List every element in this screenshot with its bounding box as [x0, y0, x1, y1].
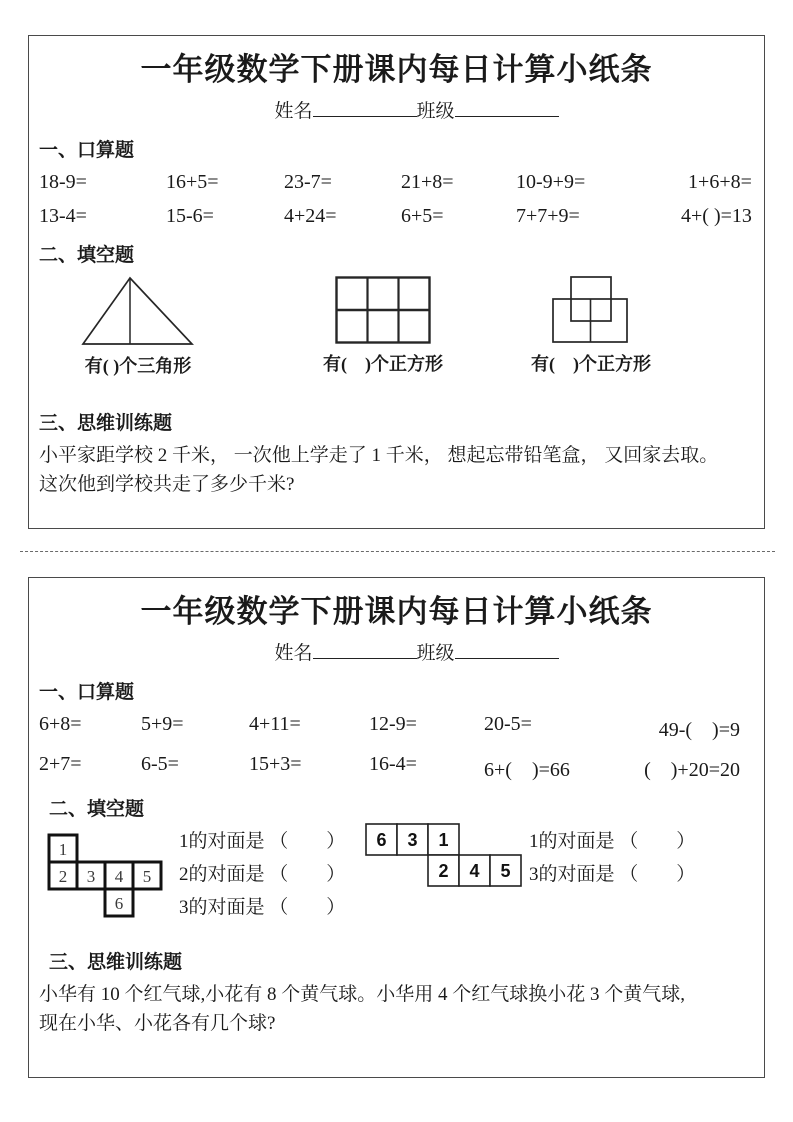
oral-problem: 15-6=: [166, 205, 214, 227]
thinking-line: 这次他到学校共走了多少千米?: [39, 473, 295, 495]
overlap-figure-block: [531, 276, 651, 376]
triangle-figure: [81, 276, 195, 346]
triangle-outline: [83, 278, 192, 344]
worksheet-2: [28, 577, 765, 1078]
name-label: 姓名: [274, 101, 313, 122]
name-class-line: [29, 96, 764, 123]
figure-caption: 有( )个正方形: [531, 354, 651, 374]
figure-caption: 有( )个正方形: [323, 354, 443, 374]
cube-net-figure-1: [47, 833, 164, 919]
name-class-line: [29, 638, 764, 665]
oral-problems-grid: [39, 713, 740, 782]
oral-problem: 6+( )=66: [484, 759, 570, 781]
section-fill-heading: 二、填空题: [49, 799, 145, 820]
page-title: 一年级数学下册课内每日计算小纸条: [140, 52, 653, 87]
oral-problem: 15+3=: [249, 753, 302, 775]
class-label: 班级: [416, 643, 455, 664]
oral-problem: 4+24=: [284, 205, 337, 227]
oral-problem: 13-4=: [39, 205, 87, 227]
question-line: 1的对面是 （ ）: [179, 831, 346, 852]
net-cell-label: 4: [469, 861, 480, 881]
class-blank-field: [455, 98, 559, 117]
rectangle-grid-figure: [335, 276, 431, 344]
oral-problem: 4+( )=13: [681, 205, 752, 227]
net-cell-label: 1: [438, 830, 449, 850]
oral-problem: 20-5=: [484, 713, 532, 735]
oral-problem: 2+7=: [39, 753, 82, 775]
oral-problem: 18-9=: [39, 171, 87, 193]
grid-figure-block: [323, 276, 443, 376]
cut-line: [20, 551, 775, 552]
oral-problem: 4+11=: [249, 713, 301, 735]
net-cell-label: 1: [58, 840, 68, 859]
opposite-face-questions-1: [179, 825, 345, 924]
section-thinking-heading: 三、思维训练题: [49, 952, 183, 973]
thinking-line: 小平家距学校 2 千米， 一次他上学走了 1 千米， 想起忘带铅笔盒， 又回家去取。: [39, 445, 719, 466]
oral-problem: 6-5=: [141, 753, 179, 775]
worksheet-1: [28, 35, 765, 529]
net-cell-label: 6: [114, 894, 124, 913]
oral-problem: 16+5=: [166, 171, 219, 193]
section-fill-heading: 二、填空题: [39, 245, 135, 266]
oral-problem: 23-7=: [284, 171, 332, 193]
oral-problem: 6+8=: [39, 713, 82, 735]
net-cell-label: 2: [438, 861, 449, 881]
section-oral-heading: 一、口算题: [39, 140, 135, 161]
oral-problem: 12-9=: [369, 713, 417, 735]
question-line: 1的对面是 （ ）: [529, 831, 696, 852]
section-oral-heading: 一、口算题: [39, 682, 135, 703]
figure-caption: 有( )个三角形: [84, 356, 192, 376]
opposite-face-questions-2: [529, 825, 695, 891]
oral-problem: 6+5=: [401, 205, 444, 227]
thinking-problem: [39, 442, 754, 500]
net-cell-label: 6: [376, 830, 387, 850]
name-blank-field: [313, 640, 417, 659]
fill-figures: [29, 272, 764, 396]
oral-problem: 1+6+8=: [688, 171, 752, 193]
thinking-line: 现在小华、小花各有几个球?: [39, 1012, 276, 1034]
oral-problem: 21+8=: [401, 171, 454, 193]
net-cell-label: 5: [142, 867, 152, 886]
name-blank-field: [313, 98, 417, 117]
question-line: 3的对面是 （ ）: [179, 897, 346, 918]
cube-net-figure-2: [365, 823, 523, 888]
oral-problems-grid: [39, 171, 752, 228]
fill-figures: [29, 825, 764, 927]
page-title: 一年级数学下册课内每日计算小纸条: [140, 594, 653, 629]
net-cell-label: 5: [500, 861, 511, 881]
net-cell-label: 3: [86, 867, 96, 886]
net-cell-label: 3: [407, 830, 418, 850]
net-cell-label: 2: [58, 867, 68, 886]
question-line: 2的对面是 （ ）: [179, 864, 346, 885]
class-blank-field: [455, 640, 559, 659]
oral-problem: 10-9+9=: [516, 171, 586, 193]
oral-problem: 49-( )=9: [658, 719, 740, 741]
oral-problem: 16-4=: [369, 753, 417, 775]
section-thinking-heading: 三、思维训练题: [39, 413, 173, 434]
name-label: 姓名: [274, 643, 313, 664]
thinking-problem: [39, 981, 754, 1039]
class-label: 班级: [416, 101, 455, 122]
triangle-figure-block: [81, 276, 195, 378]
thinking-line: 小华有 10 个红气球,小花有 8 个黄气球。小华用 4 个红气球换小花 3 个黄气球,: [39, 984, 686, 1005]
net-cell-label: 4: [114, 867, 124, 886]
oral-problem: 5+9=: [141, 713, 184, 735]
overlapping-squares-figure: [552, 276, 630, 344]
oral-problem: 7+7+9=: [516, 205, 580, 227]
question-line: 3的对面是 （ ）: [529, 864, 696, 885]
oral-problem: ( )+20=20: [644, 759, 740, 781]
